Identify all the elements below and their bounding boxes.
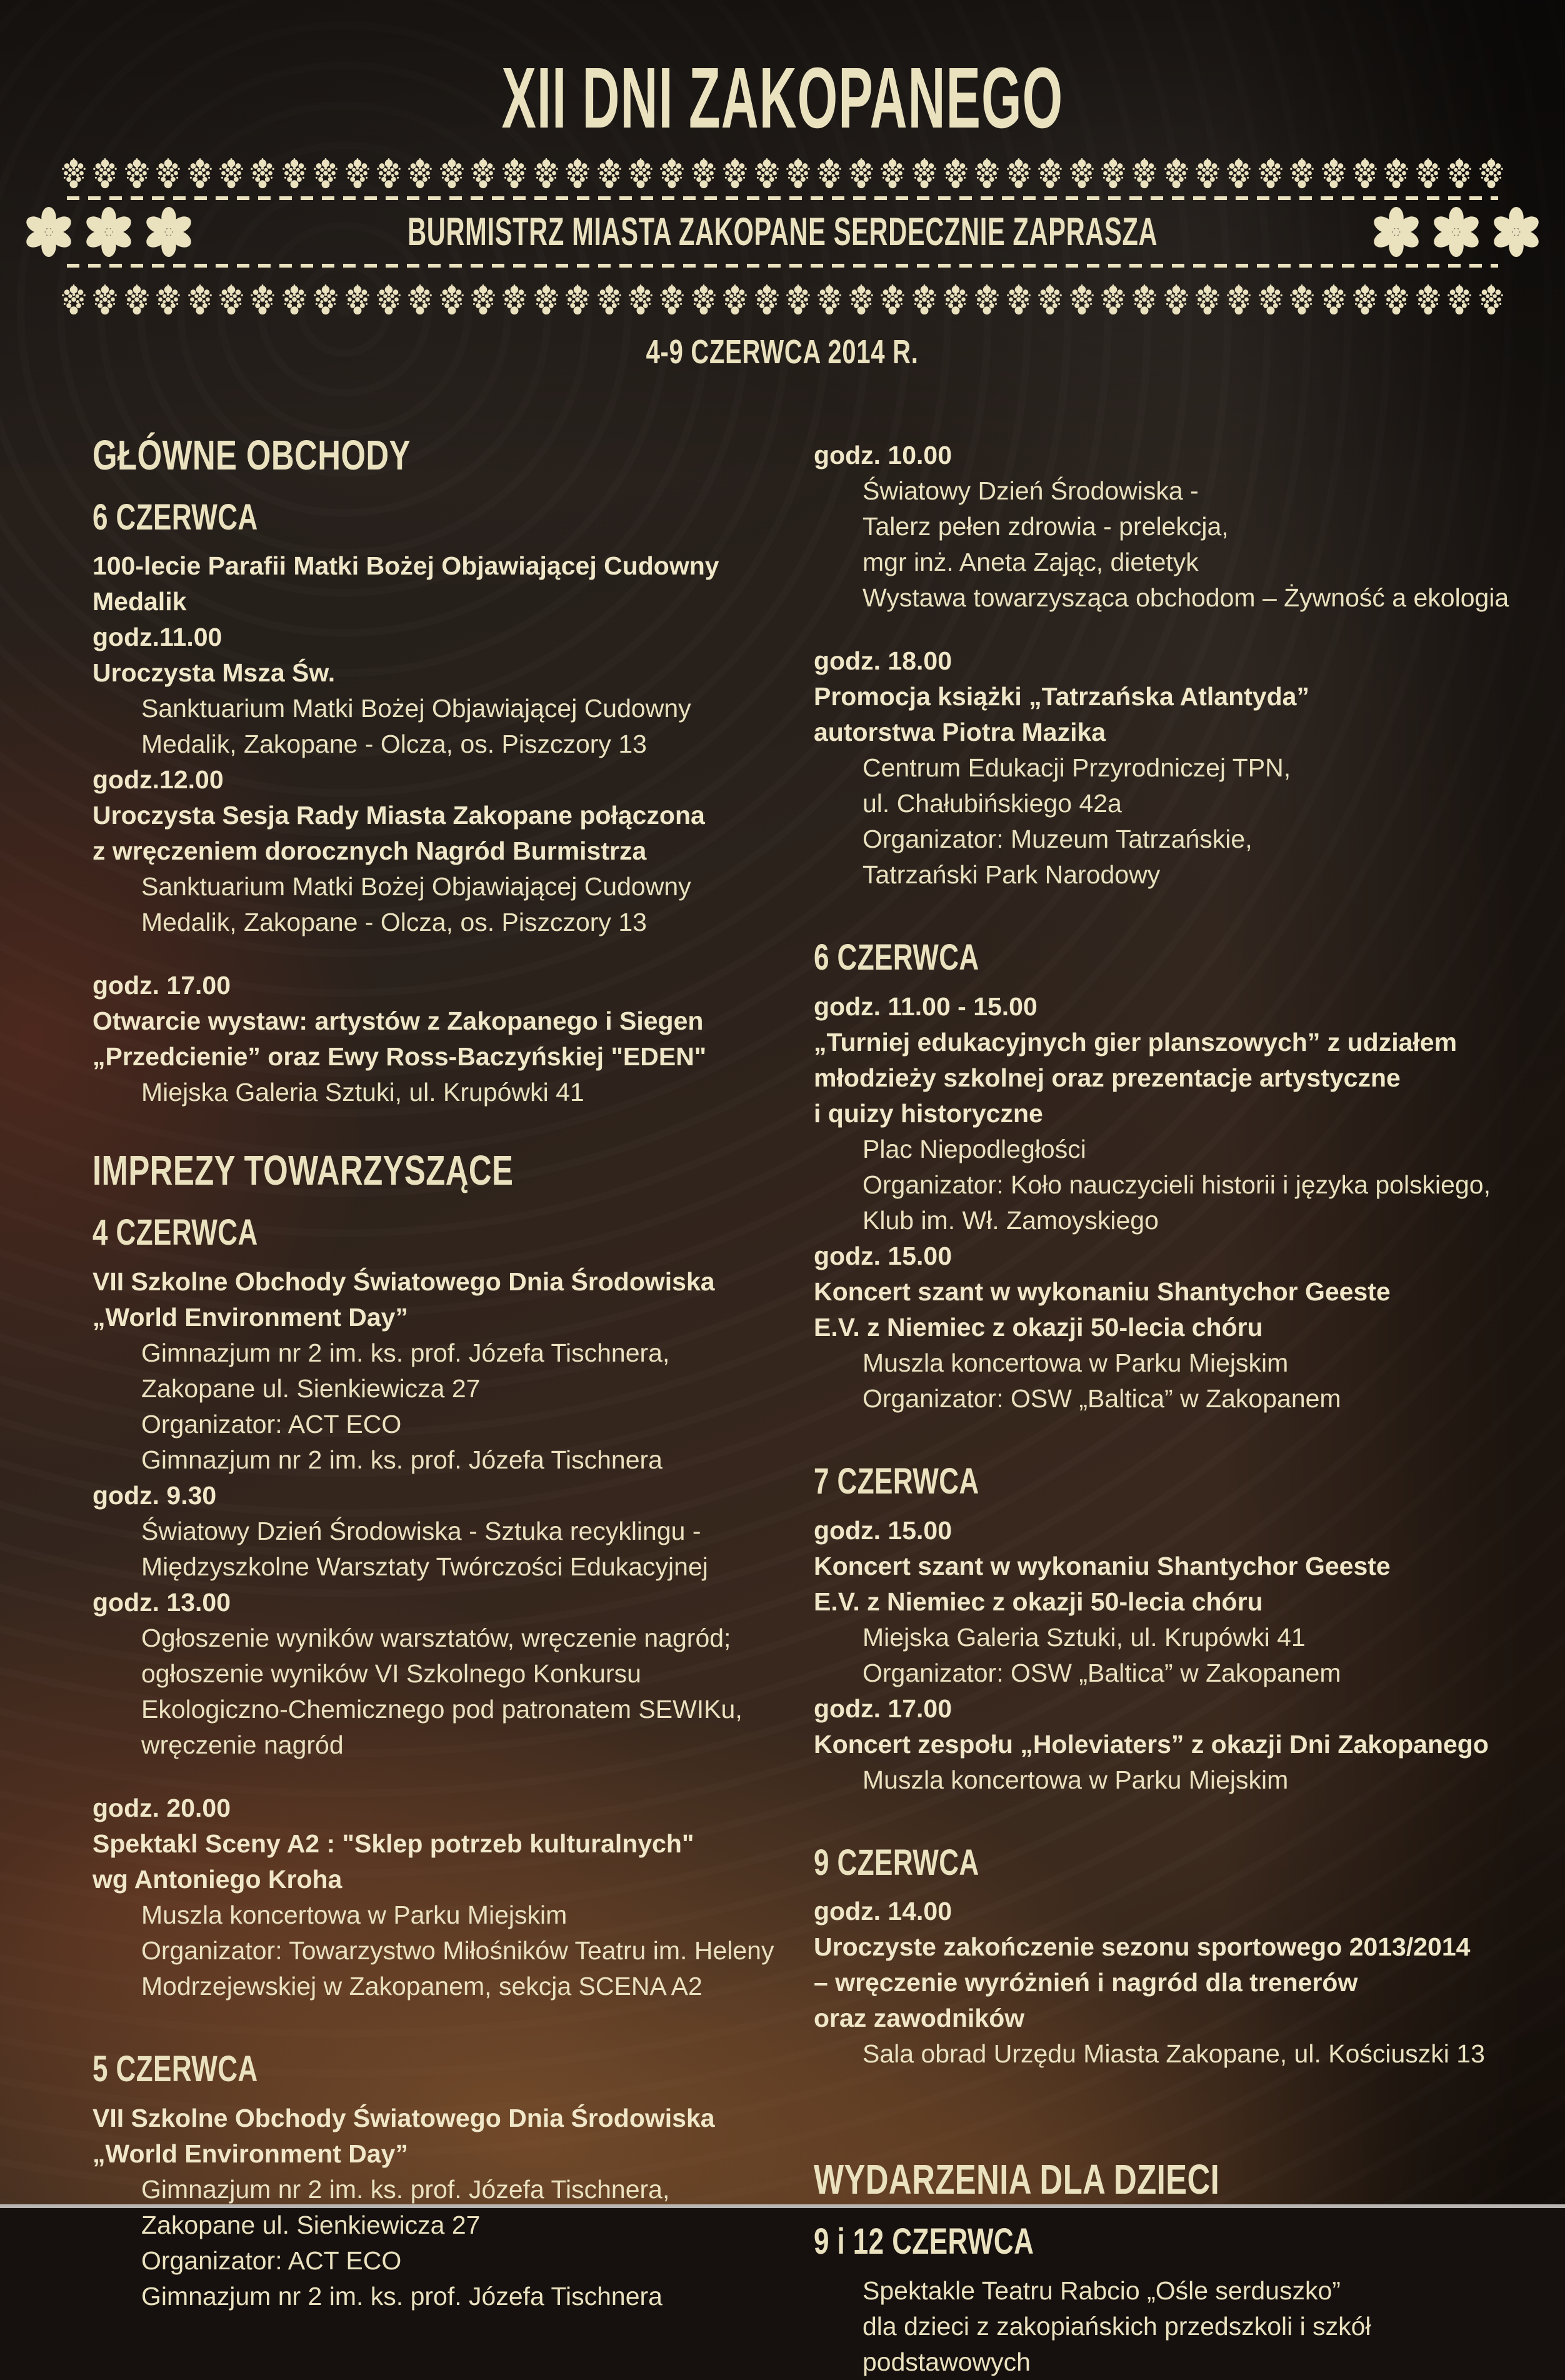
program-line: Światowy Dzień Środowiska - [862,476,1199,505]
flower-cluster-icon [218,284,244,315]
flower-cluster-icon [722,158,748,189]
program-line-bold: godz. 9.30 [92,1480,217,1510]
flower-cluster-icon [533,284,559,315]
flower-cluster-icon [1383,284,1409,315]
program-line-bold: 100-lecie Parafii Matki Bożej Objawiającej Cudowny [92,551,719,581]
flower-cluster-icon [879,284,906,315]
program-line: Medalik, Zakopane - Olcza, os. Piszczory 13 [141,730,647,759]
bottom-edge-bar [0,2204,1565,2208]
six-petal-rosette-icon [23,206,74,258]
flower-cluster-icon [249,158,276,189]
program-line-bold: młodzieży szkolnej oraz prezentacje artystyczne [814,1063,1401,1092]
program-line: Muszla koncertowa w Parku Miejskim [862,1765,1289,1794]
section-header [92,1148,818,1194]
flower-cluster-icon [61,284,87,315]
flower-cluster-icon [1131,284,1158,315]
program-line: Medalik, Zakopane - Olcza, os. Piszczory 13 [141,908,647,937]
flower-cluster-icon [407,284,433,315]
flower-cluster-icon [1289,284,1315,315]
spacer [92,1110,818,1138]
flower-cluster-icon [816,158,842,189]
flower-cluster-icon [61,158,87,189]
flower-cluster-icon [596,158,622,189]
program-line-bold: godz.11.00 [92,623,222,652]
flower-cluster-icon [785,284,811,315]
program-line-bold: Otwarcie wystaw: artystów z Zakopanego i Siegen [92,1007,704,1036]
section-header-label: IMPREZY TOWARZYSZĄCE [92,1147,514,1195]
program-line-bold: godz.12.00 [92,765,224,795]
ornament-row-bottom [61,284,1504,316]
program-line-bold: godz. 18.00 [814,646,952,675]
program-line-bold: godz. 17.00 [814,1694,952,1723]
program-line: Gimnazjum nr 2 im. ks. prof. Józefa Tischnera, [141,1338,670,1367]
flower-cluster-icon [659,158,685,189]
flower-cluster-icon [312,284,339,315]
flower-cluster-icon [1415,158,1441,189]
flower-cluster-icon [628,284,654,315]
program-line: Organizator: Towarzystwo Miłośników Teatru im. Heleny [141,1936,774,1965]
program-line: Muszla koncertowa w Parku Miejskim [141,1900,568,1929]
flower-cluster-icon [439,158,465,189]
flower-cluster-icon [1478,158,1504,189]
program-line-bold: VII Szkolne Obchody Światowego Dnia Środowiska [92,2103,715,2132]
flower-cluster-icon [1163,158,1189,189]
flower-cluster-icon [1100,284,1126,315]
program-line: Gimnazjum nr 2 im. ks. prof. Józefa Tischnera [141,2281,662,2311]
program-line-bold: E.V. z Niemiec z okazji 50-lecia chóru [814,1312,1263,1342]
program-line: Ogłoszenie wyników warsztatów, wręczenie nagród; [141,1623,731,1652]
flower-cluster-icon [376,284,402,315]
program-line-bold: godz. 11.00 - 15.00 [814,992,1038,1021]
flower-cluster-icon [722,284,748,315]
flower-cluster-icon [1446,158,1472,189]
program-line: Sala obrad Urzędu Miasta Zakopane, ul. Kościuszki 13 [862,2039,1485,2069]
flower-cluster-icon [407,158,433,189]
program-line: Klub im. Wł. Zamoyskiego [862,1205,1159,1235]
date-header-label: 6 CZERWCA [92,496,258,538]
flower-cluster-icon [691,284,717,315]
flower-cluster-icon [1006,158,1032,189]
flower-cluster-icon [439,284,465,315]
program-line: Modrzejewskiej w Zakopanem, sekcja SCENA A2 [141,1971,702,2001]
program-line-bold: godz. 15.00 [814,1515,952,1545]
flower-cluster-icon [344,284,371,315]
program-line-bold: godz. 17.00 [92,971,231,1000]
flower-cluster-icon [249,284,276,315]
flower-cluster-icon [1006,284,1032,315]
date-header-label: 6 CZERWCA [814,937,979,978]
flower-cluster-icon [1100,158,1126,189]
invitation-row [0,206,1565,258]
flower-cluster-icon [942,158,969,189]
flower-cluster-icon [155,158,181,189]
program-line: ogłoszenie wyników VI Szkolnego Konkursu [141,1659,641,1688]
program-line-bold: Uroczyste zakończenie sezonu sportowego 2013/2014 [814,1932,1471,1962]
program-line-bold: oraz zawodników [814,2004,1025,2033]
date-header-label: 7 CZERWCA [814,1460,979,1502]
program-line-bold: Uroczysta Msza Św. [92,658,336,688]
program-line: Talerz pełen zdrowia - prelekcja, [862,512,1229,541]
date-header [814,1843,1539,1883]
flower-cluster-icon [659,284,685,315]
date-range: 4-9 CZERWCA 2014 R. [646,333,919,371]
date-header-label: 9 CZERWCA [814,1842,979,1883]
flower-cluster-icon [376,158,402,189]
program-line-bold: Koncert zespołu „Holeviaters” z okazji Dni Zakopanego [814,1729,1489,1759]
program-line: Organizator: ACT ECO [141,1409,402,1439]
program-line: Miejska Galeria Sztuki, ul. Krupówki 41 [141,1078,584,1107]
flower-cluster-icon [1321,158,1347,189]
program-line: Sanktuarium Matki Bożej Objawiającej Cudowny [141,694,691,723]
dashed-divider-bottom [67,264,1498,268]
program-line-bold: z wręczeniem dorocznych Nagród Burmistrza [92,836,647,866]
program-column-right [814,438,1539,2380]
program-line: dla dzieci z zakopiańskich przedszkoli i szkół [862,2311,1371,2341]
program-line: Zakopane ul. Sienkiewicza 27 [141,1373,481,1403]
flower-cluster-icon [1383,158,1409,189]
program-line: Muszla koncertowa w Parku Miejskim [862,1348,1289,1377]
program-line-bold: godz. 15.00 [814,1241,952,1270]
flower-cluster-icon [1258,158,1284,189]
flower-cluster-icon [879,158,906,189]
program-line: Spektakle Teatru Rabcio „Ośle serduszko” [862,2276,1341,2305]
program-line: Tatrzański Park Narodowy [862,860,1161,889]
program-line-bold: Koncert szant w wykonaniu Shantychor Geeste [814,1277,1391,1306]
six-petal-rosette-icon [1491,206,1542,258]
date-header [92,1213,818,1253]
spacer [814,616,1539,643]
flower-cluster-icon [1037,284,1063,315]
flower-cluster-icon [1226,284,1252,315]
ornament-row-top [61,158,1504,190]
flower-cluster-icon [470,284,496,315]
flower-cluster-icon [848,158,874,189]
flower-cluster-icon [1415,284,1441,315]
program-line: Organizator: OSW „Baltica” w Zakopanem [862,1383,1341,1413]
flower-cluster-icon [124,284,150,315]
flower-cluster-icon [1289,158,1315,189]
program-line: Ekologiczno-Chemicznego pod patronatem SEWIKu, [141,1694,742,1724]
flower-cluster-icon [942,284,969,315]
program-line: ul. Chałubińskiego 42a [862,789,1122,818]
six-petal-rosette-icon [1431,206,1482,258]
program-line: Organizator: OSW „Baltica” w Zakopanem [862,1658,1341,1687]
flower-cluster-icon [848,284,874,315]
program-line-bold: „Przedcienie” oraz Ewy Ross-Baczyńskiej "EDEN" [92,1042,707,1072]
flower-cluster-icon [974,284,1000,315]
flower-cluster-icon [281,284,308,315]
spacer [814,1798,1539,1825]
flower-cluster-icon [1478,284,1504,315]
six-petal-rosette-icon [83,206,134,258]
program-line: Gimnazjum nr 2 im. ks. prof. Józefa Tischnera [141,1445,662,1474]
flower-cluster-icon [816,284,842,315]
program-line-bold: Promocja książki „Tatrzańska Atlantyda” [814,682,1309,711]
date-header-label: 5 CZERWCA [92,2048,258,2089]
flower-cluster-icon [1131,158,1158,189]
program-line-bold: Spektakl Sceny A2 : "Sklep potrzeb kulturalnych" [92,1829,694,1858]
date-header-label: 9 i 12 CZERWCA [814,2221,1034,2262]
six-petal-rosette-icon [1371,206,1422,258]
flower-cluster-icon [155,284,181,315]
program-line: Centrum Edukacji Przyrodniczej TPN, [862,753,1291,782]
program-line-bold: Medalik [92,587,187,616]
flower-cluster-icon [1194,284,1221,315]
date-header [92,498,818,538]
flower-cluster-icon [533,158,559,189]
program-line-bold: „Turniej edukacyjnych gier planszowych” z udziałem [814,1027,1458,1057]
flower-cluster-icon [564,158,591,189]
spacer [814,2072,1539,2147]
flower-cluster-icon [754,284,780,315]
program-line-bold: godz. 20.00 [92,1793,231,1822]
program-line-bold: – wręczenie wyróżnień i nagród dla trenerów [814,1968,1358,1997]
flower-cluster-icon [564,284,591,315]
program-line: Organizator: ACT ECO [141,2246,402,2275]
flower-cluster-icon [1069,158,1095,189]
program-line-bold: E.V. z Niemiec z okazji 50-lecia chóru [814,1587,1263,1616]
program-line: Zakopane ul. Sienkiewicza 27 [141,2210,481,2239]
section-header-label: WYDARZENIA DLA DZIECI [814,2156,1220,2204]
program-line-bold: autorstwa Piotra Mazika [814,718,1106,746]
program-line-bold: Uroczysta Sesja Rady Miasta Zakopane połączona [92,801,705,830]
date-header-label: 4 CZERWCA [92,1212,258,1253]
program-line: Organizator: Muzeum Tatrzańskie, [862,825,1252,853]
program-line-bold: „World Environment Day” [92,2139,408,2168]
program-line: Wystawa towarzysząca obchodom – Żywność a ekologia [862,583,1509,612]
flower-cluster-icon [187,284,213,315]
dashed-divider-top [67,196,1498,200]
date-header [814,1462,1539,1502]
section-header-label: GŁÓWNE OBCHODY [92,432,411,479]
date-header [814,938,1539,978]
flower-cluster-icon [1163,284,1189,315]
flower-cluster-icon [974,158,1000,189]
spacer [92,1763,818,1790]
rosette-group-left [23,206,194,258]
flower-cluster-icon [1352,284,1378,315]
program-line-bold: i quizy historyczne [814,1098,1043,1128]
flower-cluster-icon [92,284,118,315]
program-line: podstawowych [862,2347,1031,2376]
program-line-bold: „World Environment Day” [92,1302,408,1332]
flower-cluster-icon [344,158,371,189]
flower-cluster-icon [281,158,308,189]
flower-cluster-icon [911,284,938,315]
flower-cluster-icon [187,158,213,189]
program-line: Międzyszkolne Warsztaty Twórczości Edukacyjnej [141,1552,708,1581]
program-line-bold: godz. 13.00 [92,1587,231,1617]
flower-cluster-icon [785,158,811,189]
program-line: Organizator: Koło nauczycieli historii i języka polskiego, [862,1170,1491,1199]
flower-cluster-icon [1258,284,1284,315]
program-line: Sanktuarium Matki Bożej Objawiającej Cudowny [141,872,691,901]
spacer [92,2004,818,2032]
flower-cluster-icon [218,158,244,189]
date-header [92,2049,818,2089]
flower-cluster-icon [628,158,654,189]
rosette-group-right [1371,206,1542,258]
program-line-bold: wg Antoniego Kroha [92,1864,342,1894]
flower-cluster-icon [124,158,150,189]
program-line-bold: VII Szkolne Obchody Światowego Dnia Środowiska [92,1267,715,1296]
flower-cluster-icon [1069,284,1095,315]
program-line: Miejska Galeria Sztuki, ul. Krupówki 41 [862,1622,1306,1652]
spacer [814,1417,1539,1444]
flower-cluster-icon [1194,158,1221,189]
program-line: Plac Niepodległości [862,1134,1086,1163]
spacer [92,940,818,968]
flower-cluster-icon [501,284,528,315]
flower-cluster-icon [1352,158,1378,189]
flower-cluster-icon [1037,158,1063,189]
program-line-bold: godz. 10.00 [814,441,952,469]
flower-cluster-icon [1321,284,1347,315]
six-petal-rosette-icon [143,206,194,258]
flower-cluster-icon [911,158,938,189]
flower-cluster-icon [691,158,717,189]
poster-header [0,0,1565,371]
invitation-text: BURMISTRZ MIASTA ZAKOPANE SERDECZNIE ZAPRASZA [407,209,1158,254]
program-line: Gimnazjum nr 2 im. ks. prof. Józefa Tischnera, [141,2174,670,2204]
flower-cluster-icon [470,158,496,189]
program-column-left [92,423,818,2314]
spacer [814,893,1539,920]
flower-cluster-icon [312,158,339,189]
section-header [814,2157,1539,2203]
flower-cluster-icon [92,158,118,189]
section-header [92,433,818,479]
date-header [814,2222,1539,2262]
flower-cluster-icon [754,158,780,189]
flower-cluster-icon [501,158,528,189]
program-line: wręczenie nagród [141,1730,344,1759]
program-line-bold: godz. 14.00 [814,1897,952,1926]
program-line-bold: Koncert szant w wykonaniu Shantychor Geeste [814,1551,1391,1580]
flower-cluster-icon [596,284,622,315]
flower-cluster-icon [1446,284,1472,315]
program-line: mgr inż. Aneta Zając, dietetyk [862,548,1199,576]
flower-cluster-icon [1226,158,1252,189]
program-line: Światowy Dzień Środowiska - Sztuka recyklingu - [141,1516,701,1545]
poster-title: XII DNI ZAKOPANEGO [501,50,1064,146]
